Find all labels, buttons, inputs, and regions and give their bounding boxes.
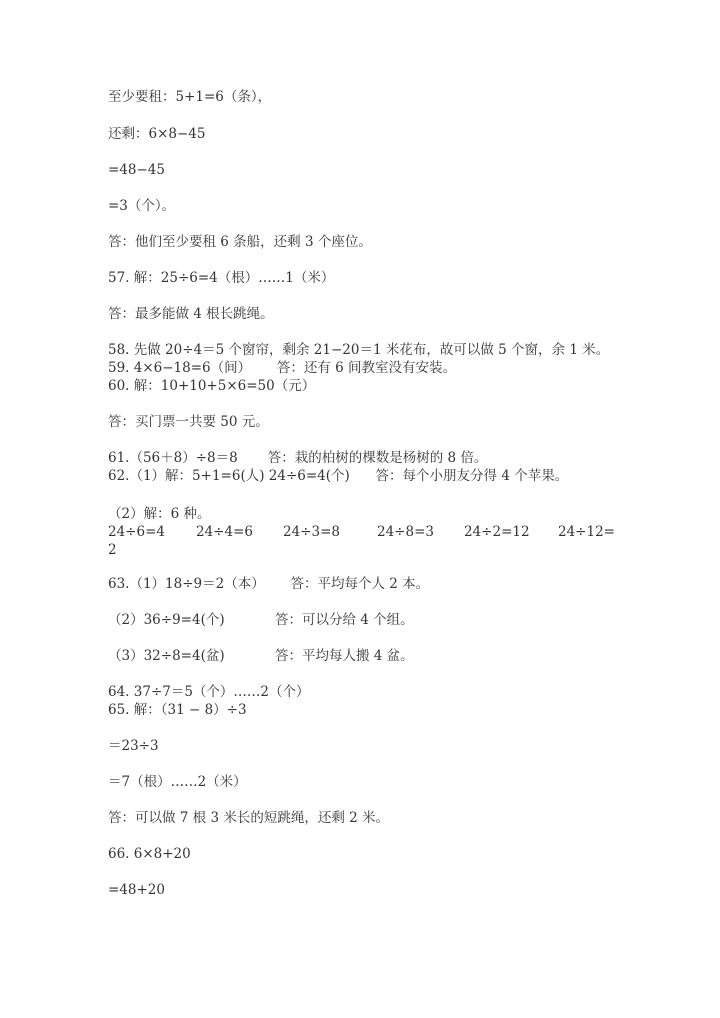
- division-item: 24÷3=8: [283, 524, 340, 540]
- question-61-solution: 61.（56＋8）÷8＝8 答：栽的柏树的棵数是杨树的 8 倍。: [108, 450, 488, 466]
- question-63-part2-answer: 答：可以分给 4 个组。: [275, 612, 414, 628]
- answer-line: 答：最多能做 4 根长跳绳。: [108, 306, 274, 322]
- text-line: =48+20: [108, 882, 165, 898]
- answer-line: 答：买门票一共要 50 元。: [108, 414, 269, 430]
- answer-line: 答：可以做 7 根 3 米长的短跳绳，还剩 2 米。: [108, 810, 390, 826]
- question-57-solution: 57. 解：25÷6=4（根）……1（米）: [108, 270, 335, 286]
- question-60-solution: 60. 解：10+10+5×6=50（元）: [108, 378, 316, 394]
- division-item: 24÷2=12: [464, 524, 530, 540]
- text-line: 还剩：6×8−45: [108, 126, 206, 142]
- division-item: 24÷12=: [558, 524, 615, 540]
- text-line: ＝7（根）……2（米）: [108, 774, 247, 790]
- text-line: ＝23÷3: [108, 738, 159, 754]
- question-59-solution: 59. 4×6−18=6（间） 答：还有 6 间教室没有安装。: [108, 360, 457, 376]
- question-62-part1: 62.（1）解：5+1=6(人) 24÷6=4(个) 答：每个小朋友分得 4 个苹果。: [108, 468, 569, 484]
- division-item: 24÷6=4: [108, 524, 165, 540]
- division-item: 24÷8=3: [377, 524, 434, 540]
- question-58-solution: 58. 先做 20÷4＝5 个窗帘，剩余 21−20＝1 米花布，故可以做 5 个窗，余 1 米。: [108, 342, 610, 358]
- text-line: 至少要租：5+1=6（条），: [108, 89, 272, 105]
- question-63-part2-expr: （2）36÷9=4(个): [108, 612, 225, 628]
- question-65-solution: 65. 解：（31 − 8）÷3: [108, 702, 247, 718]
- question-66-solution: 66. 6×8+20: [108, 846, 191, 862]
- division-wrap: 2: [108, 542, 117, 558]
- question-64-solution: 64. 37÷7＝5（个）……2（个）: [108, 684, 310, 700]
- question-62-part2: （2）解：6 种。: [108, 506, 211, 522]
- question-63-part1: 63.（1）18÷9＝2（本） 答：平均每个人 2 本。: [108, 576, 430, 592]
- answer-line: 答：他们至少要租 6 条船，还剩 3 个座位。: [108, 234, 372, 250]
- text-line: =3（个）。: [108, 198, 176, 214]
- question-63-part3-expr: （3）32÷8=4(盆): [108, 648, 225, 664]
- division-item: 24÷4=6: [196, 524, 253, 540]
- question-63-part3-answer: 答：平均每人搬 4 盆。: [275, 648, 414, 664]
- text-line: =48−45: [108, 162, 165, 178]
